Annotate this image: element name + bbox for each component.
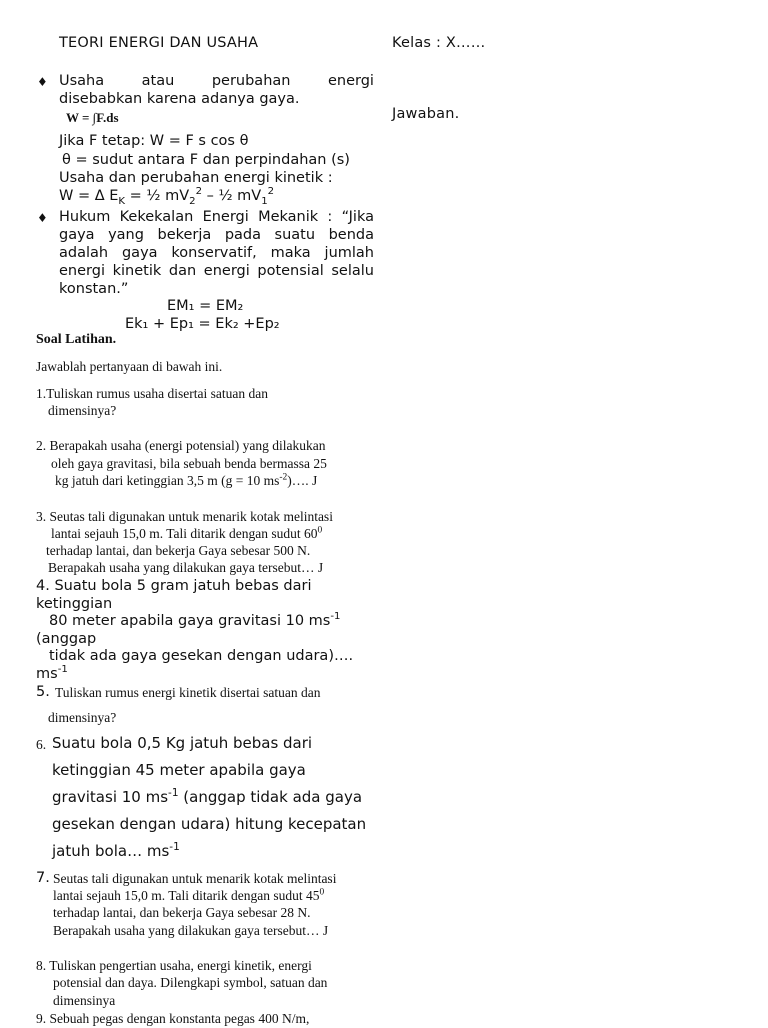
question-8-line-2: potensial dan daya. Dilengkapi symbol, satuan dan xyxy=(53,975,328,990)
law-line-1: Hukum Kekekalan Energi Mekanik : “Jika xyxy=(59,209,374,225)
theta-definition: θ = sudut antara F dan perpindahan (s) xyxy=(62,152,350,168)
question-6-line-1: Suatu bola 0,5 Kg jatuh bebas dari xyxy=(52,734,313,752)
question-2-line-1: 2. Berapakah usaha (energi potensial) yang dilakukan xyxy=(36,438,326,453)
question-2-line-2: oleh gaya gravitasi, bila sebuah benda bermassa 25 xyxy=(51,456,327,471)
word: Usaha xyxy=(59,73,105,89)
question-1-line-2: dimensinya? xyxy=(48,403,117,418)
question-7-number: 7. xyxy=(36,870,50,886)
question-4-line-3: 80 meter apabila gaya gravitasi 10 $ms^{-1}$ xyxy=(49,611,341,629)
word: perubahan xyxy=(211,73,291,89)
question-3-line-2: lantai sejauh 15,0 m. Tali ditarik dengan sudut $60^0$ xyxy=(51,525,323,541)
em-equation: EM₁ = EM₂ xyxy=(167,298,244,314)
question-4-line-4: (anggap xyxy=(36,631,97,647)
question-7-line-2: lantai sejauh 15,0 m. Tali ditarik dengan sudut $45^0$ xyxy=(53,887,325,903)
instruction: Jawablah pertanyaan di bawah ini. xyxy=(36,359,223,374)
law-line-4: energi kinetik dan energi potensial selalu xyxy=(59,263,374,279)
bullet-icon: ♦ xyxy=(37,211,48,225)
integral-formula: W = ∫F.ds xyxy=(66,110,119,125)
law-line-2: gaya yang bekerja pada suatu benda xyxy=(59,227,374,243)
question-8-line-3: dimensinya xyxy=(53,993,116,1008)
question-8-line-1: 8. Tuliskan pengertian usaha, energi kinetik, energi xyxy=(36,958,312,973)
page-title: TEORI ENERGI DAN USAHA xyxy=(59,35,259,51)
theory-line-1 xyxy=(59,72,374,90)
question-4-line-6: $ms^{-1}$ xyxy=(36,664,68,682)
question-9-line-1: 9. Sebuah pegas dengan konstanta pegas 400 N/m, xyxy=(36,1011,310,1026)
question-7-line-3: terhadap lantai, dan bekerja Gaya sebesar 28 N. xyxy=(53,905,311,920)
question-2-line-3: kg jatuh dari ketinggian 3,5 m (g = 10 $ms^{-2})\dots$. J xyxy=(55,472,318,488)
answer-label: Jawaban. xyxy=(392,106,460,122)
question-4-line-5: tidak ada gaya gesekan dengan udara)…. xyxy=(49,648,354,664)
fixed-force-formula: Jika F tetap: W = F s cos θ xyxy=(59,133,249,149)
question-4-line-1: 4. Suatu bola 5 gram jatuh bebas dari xyxy=(36,578,312,594)
question-7-line-1: Seutas tali digunakan untuk menarik kotak melintasi xyxy=(53,871,337,886)
question-4-line-2: ketinggian xyxy=(36,596,113,612)
question-5-line-2: dimensinya? xyxy=(48,710,117,725)
question-6-number: 6. xyxy=(36,737,47,752)
kinetic-formula: W = Δ $E_K$ = ½ $mV_2^2$ – ½ $mV_1^2$ xyxy=(59,186,275,207)
question-3-line-1: 3. Seutas tali digunakan untuk menarik kotak melintasi xyxy=(36,509,333,524)
law-line-3: adalah gaya konservatif, maka jumlah xyxy=(59,245,374,261)
question-6-line-2: ketinggian 45 meter apabila gaya xyxy=(52,761,306,779)
exercises-heading: Soal Latihan. xyxy=(36,332,117,347)
kinetic-relation: Usaha dan perubahan energi kinetik : xyxy=(59,170,333,186)
bullet-icon: ♦ xyxy=(37,75,48,89)
question-6-line-4: gesekan dengan udara) hitung kecepatan xyxy=(52,815,367,833)
question-7-line-4: Berapakah usaha yang dilakukan gaya tersebut… J xyxy=(53,923,329,938)
question-6-line-5: jatuh bola… $ms^{-1}$ xyxy=(52,841,180,860)
question-3-line-3: terhadap lantai, dan bekerja Gaya sebesar 500 N. xyxy=(46,543,311,558)
question-3-line-4: Berapakah usaha yang dilakukan gaya tersebut… J xyxy=(48,560,324,575)
class-label: Kelas : X…… xyxy=(392,35,486,51)
law-line-5: konstan.” xyxy=(59,281,129,297)
question-1-line-1: 1.Tuliskan rumus usaha disertai satuan dan xyxy=(36,386,268,401)
word: energi xyxy=(327,73,374,89)
question-6-line-3: gravitasi 10 $ms^{-1}$ (anggap tidak ada gaya xyxy=(52,787,363,806)
word: atau xyxy=(141,73,175,89)
energy-equation: Ek₁ + Ep₁ = Ek₂ +Ep₂ xyxy=(125,316,280,332)
question-5-line-1: Tuliskan rumus energi kinetik disertai satuan dan xyxy=(55,685,321,700)
question-5-number: 5. xyxy=(36,684,50,700)
theory-line-2: disebabkan karena adanya gaya. xyxy=(59,91,300,107)
